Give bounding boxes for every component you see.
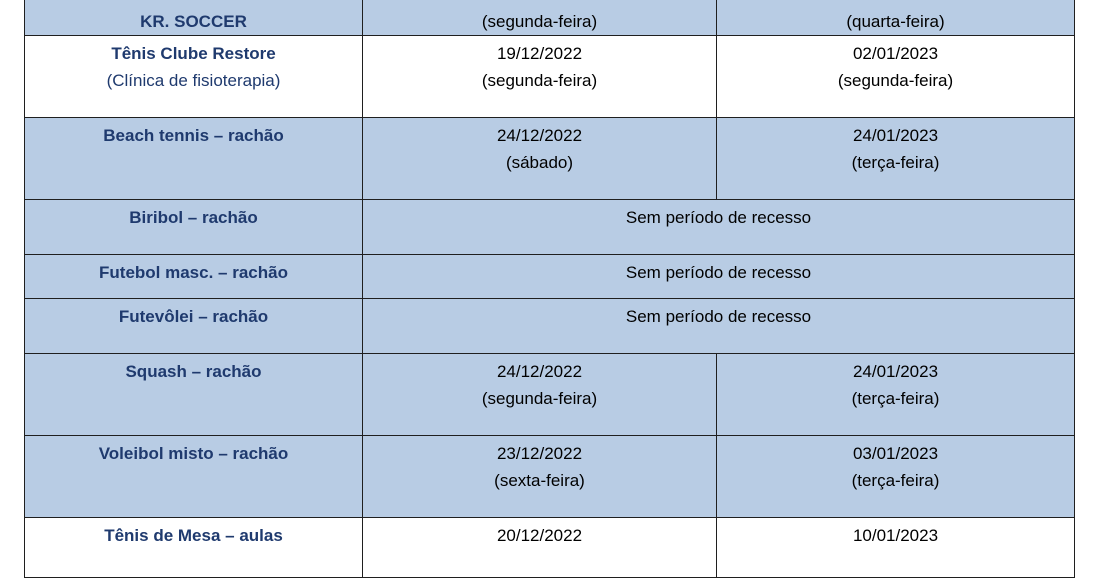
start-date: 23/12/2022	[496, 444, 583, 463]
activity-name: Futebol masc. – rachão	[99, 263, 288, 282]
table-row	[25, 354, 1075, 436]
end-weekday: (terça-feira)	[851, 471, 940, 490]
end-weekday: (terça-feira)	[851, 389, 940, 408]
start-date: 24/12/2022	[496, 362, 583, 381]
end-cell	[717, 436, 1075, 518]
activity-name: Futevôlei – rachão	[118, 307, 269, 326]
start-weekday: (segunda-feira)	[481, 389, 598, 408]
start-cell	[363, 518, 717, 578]
end-date: 24/01/2023	[852, 362, 939, 381]
end-cell	[717, 354, 1075, 436]
end-cell	[717, 0, 1075, 36]
start-cell	[363, 436, 717, 518]
no-recess-text: Sem período de recesso	[625, 208, 812, 227]
activity-cell	[25, 255, 363, 299]
activity-cell	[25, 354, 363, 436]
start-weekday: (sábado)	[505, 153, 574, 172]
start-cell	[363, 0, 717, 36]
activity-name: Squash – rachão	[125, 362, 262, 381]
activity-cell	[25, 299, 363, 354]
end-weekday: (terça-feira)	[851, 153, 940, 172]
no-recess-cell	[363, 200, 1075, 255]
start-cell	[363, 354, 717, 436]
no-recess-cell	[363, 255, 1075, 299]
end-cell	[717, 518, 1075, 578]
table-row	[25, 200, 1075, 255]
start-date: 20/12/2022	[496, 526, 583, 545]
start-cell	[363, 36, 717, 118]
table-row	[25, 0, 1075, 36]
activity-cell	[25, 118, 363, 200]
table-row	[25, 36, 1075, 118]
activity-subtitle: (Clínica de fisioterapia)	[106, 71, 281, 90]
end-cell	[717, 118, 1075, 200]
activity-cell	[25, 0, 363, 36]
start-cell	[363, 118, 717, 200]
activity-name: Tênis de Mesa – aulas	[104, 526, 283, 545]
start-weekday: (segunda-feira)	[481, 12, 598, 31]
activity-cell	[25, 518, 363, 578]
table-row	[25, 255, 1075, 299]
activity-name: KR. SOCCER	[140, 12, 247, 31]
activity-cell	[25, 436, 363, 518]
start-weekday: (sexta-feira)	[494, 471, 585, 490]
end-cell	[717, 36, 1075, 118]
activity-name: Biribol – rachão	[129, 208, 258, 227]
table-row	[25, 118, 1075, 200]
activity-name: Voleibol misto – rachão	[98, 444, 289, 463]
end-weekday: (quarta-feira)	[846, 12, 945, 31]
start-weekday: (segunda-feira)	[481, 71, 598, 90]
activity-name: Beach tennis – rachão	[103, 126, 284, 145]
end-weekday: (segunda-feira)	[837, 71, 954, 90]
table-row	[25, 518, 1075, 578]
end-date: 03/01/2023	[852, 444, 939, 463]
table-row	[25, 436, 1075, 518]
recess-schedule-table	[24, 0, 1075, 578]
activity-name: Tênis Clube Restore	[111, 44, 276, 63]
start-date: 24/12/2022	[496, 126, 583, 145]
activity-cell	[25, 200, 363, 255]
end-date: 24/01/2023	[852, 126, 939, 145]
end-date: 10/01/2023	[852, 526, 939, 545]
no-recess-text: Sem período de recesso	[625, 263, 812, 282]
no-recess-cell	[363, 299, 1075, 354]
start-date: 19/12/2022	[496, 44, 583, 63]
no-recess-text: Sem período de recesso	[625, 307, 812, 326]
end-date: 02/01/2023	[852, 44, 939, 63]
table-row	[25, 299, 1075, 354]
activity-cell	[25, 36, 363, 118]
